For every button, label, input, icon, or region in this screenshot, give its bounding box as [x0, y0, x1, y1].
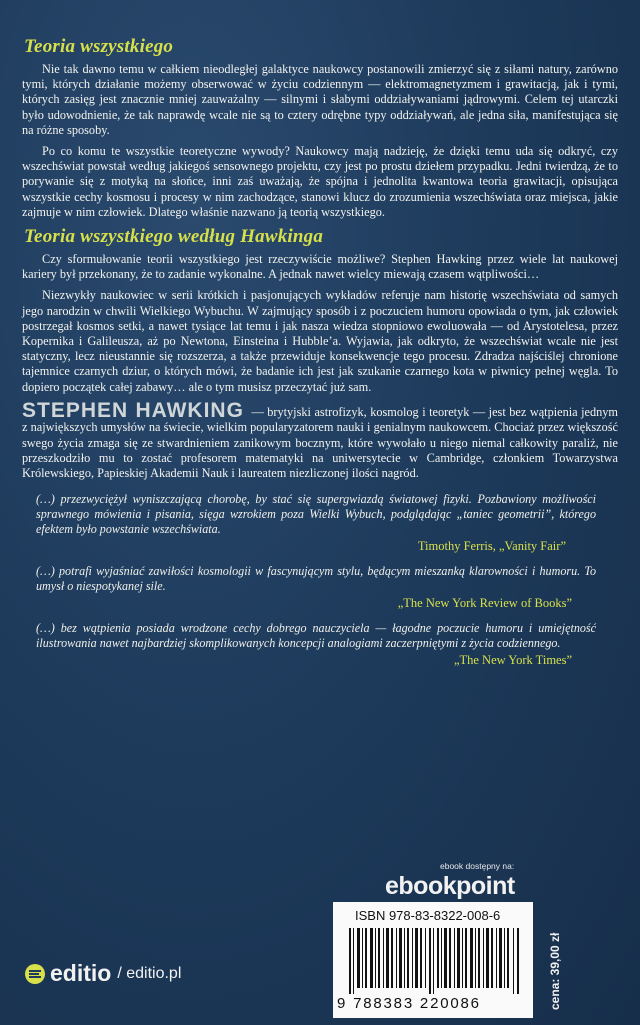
paragraph: Czy sformułowanie teorii wszystkiego jest rzeczywiście możliwe? Stephen Hawking przez wiele lat naukowej kariery był przekonany, że to zadanie wykonalne. A jednak nawet wielcy miewają czasem wątpliwości… [22, 252, 618, 282]
cover-footer [0, 850, 640, 1025]
price-label: cena: 39,00 zł [548, 932, 562, 1010]
quote-text: (…) bez wątpienia posiada wrodzone cechy dobrego nauczyciela — łagodne poczucie humoru i umiejętność ilustrowania nawet najbardziej skomplikowanych koncepcji analogiami zaczerpniętymi z życia codziennego. [36, 620, 596, 650]
review-quote [36, 621, 596, 668]
author-bio-text: — brytyjski astrofizyk, kosmolog i teoretyk — jest bez wątpienia jednym z największych umysłów na świecie, wielkim popularyzatorem nauki i genialnym naukowcem. Chociaż przez większość swego życia zmaga się ze stwardnieniem zanikowym bocznym, które wywołało u niego niemal całkowity paraliż, nie przeszkodziło mu to zostać profesorem matematyki na uniwersytecie w Cambridge, członkiem Towarzystwa Królewskiego, Papieskiej Akademii Nauk i laureatem niezliczonej ilości nagród. [22, 404, 618, 481]
publisher-logo [24, 960, 181, 987]
review-quote [36, 492, 596, 554]
section-hawking [22, 226, 618, 395]
ebookpoint-logo: ebookpoint [385, 872, 515, 900]
isbn-label: ISBN 978-83-8322-008-6 [355, 908, 501, 923]
editio-logo-icon [24, 963, 46, 985]
ebook-note: ebook dostępny na: [440, 861, 515, 871]
quote-source: Timothy Ferris, „Vanity Fair” [417, 538, 566, 553]
quote-source: „The New York Review of Books” [397, 595, 572, 610]
barcode [333, 902, 533, 1018]
paragraph: Po co komu te wszystkie teoretyczne wywody? Naukowcy mają nadzieję, że dzięki temu uda się odkryć, czy wszechświat powstał według jakiegoś sensownego projektu, czy jest po prostu dziełem przypadku. Jedni twierdzą, że to porywanie się z motyką na słońce, inni zaś uważają, że spójna i jednolita kwantowa teoria grawitacji, opisująca wszystkie cechy kosmosu i procesy w nim zachodzące, stanowi klucz do zrozumienia wszechświata oraz miejsca, jakie zajmuje w nim człowiek. Dlatego właśnie nazwano ją teorią wszystkiego. [22, 144, 618, 219]
paragraph: Nie tak dawno temu w całkiem nieodległej galaktyce naukowcy postanowili zmierzyć się z siłami natury, zarówno tymi, których działanie możemy obserwować w życiu codziennym — elektromagnetyzmem i grawitacją, jak i tymi, których zasięg jest znacznie mniej zauważalny — silnymi i słabymi oddziaływaniami jądrowymi. Celem tej utarczki było udowodnienie, że tak naprawdę wcale nie są to cztery odrębne typy oddziaływań, ale jedna siła, manifestująca się na różne sposoby. [22, 62, 618, 137]
quote-source: „The New York Times” [453, 652, 572, 667]
section-title: Teoria wszystkiego według Hawkinga [24, 226, 324, 248]
back-cover-text [22, 36, 618, 668]
quote-text: (…) potrafi wyjaśniać zawiłości kosmologii w fascynującym stylu, będącym mieszanką klarowności i humoru. To umysł o niespotykanej sile. [36, 563, 596, 593]
section-theory-of-everything [22, 36, 618, 220]
barcode-bars-icon [347, 928, 523, 994]
section-title: Teoria wszystkiego [24, 36, 174, 57]
paragraph: Niezwykły naukowiec w serii krótkich i pasjonujących wykładów referuje nam historię wszechświata od samych jego narodzin w chwili Wielkiego Wybuchu. W zajmujący sposób i z poczuciem humoru opowiada o tym, jak człowiek postrzegał kosmos setki, a nawet tysiące lat temu i jak nasza wiedza stopniowo ewoluowała — od Arystotelesa, przez Kopernika i Galileusza, aż po Newtona, Einsteina i Hubble’a. Wyjawia, jak odkryto, że wszechświat wcale nie jest statyczny, lecz nieustannie się rozszerza, a także przewiduje konsekwencje tego procesu. Zdradza najściślej chronione tajemnice czarnych dziur, o których mówi, że badanie ich jest jak szukanie czarnego kota w piwnicy pełnej węgla. To dopiero początek całej zabawy… ale o tym musisz przeczytać już sam. [22, 288, 618, 394]
review-quote [36, 564, 596, 611]
ean-digits: 9 788383 220086 [337, 995, 481, 1012]
author-bio [22, 398, 618, 482]
quote-text: (…) przezwyciężył wyniszczającą chorobę, by stać się supergwiazdą światowej fizyki. Pozbawiony możliwości sprawnego mówienia i pisania, sięga wzrokiem poza Wielki Wybuch, podglądając „taniec geometrii”, którego efektem było powstanie wszechświata. [36, 491, 596, 536]
author-name: STEPHEN HAWKING [22, 398, 244, 422]
publisher-name: editio [50, 960, 112, 986]
publisher-url[interactable]: / editio.pl [117, 964, 182, 982]
